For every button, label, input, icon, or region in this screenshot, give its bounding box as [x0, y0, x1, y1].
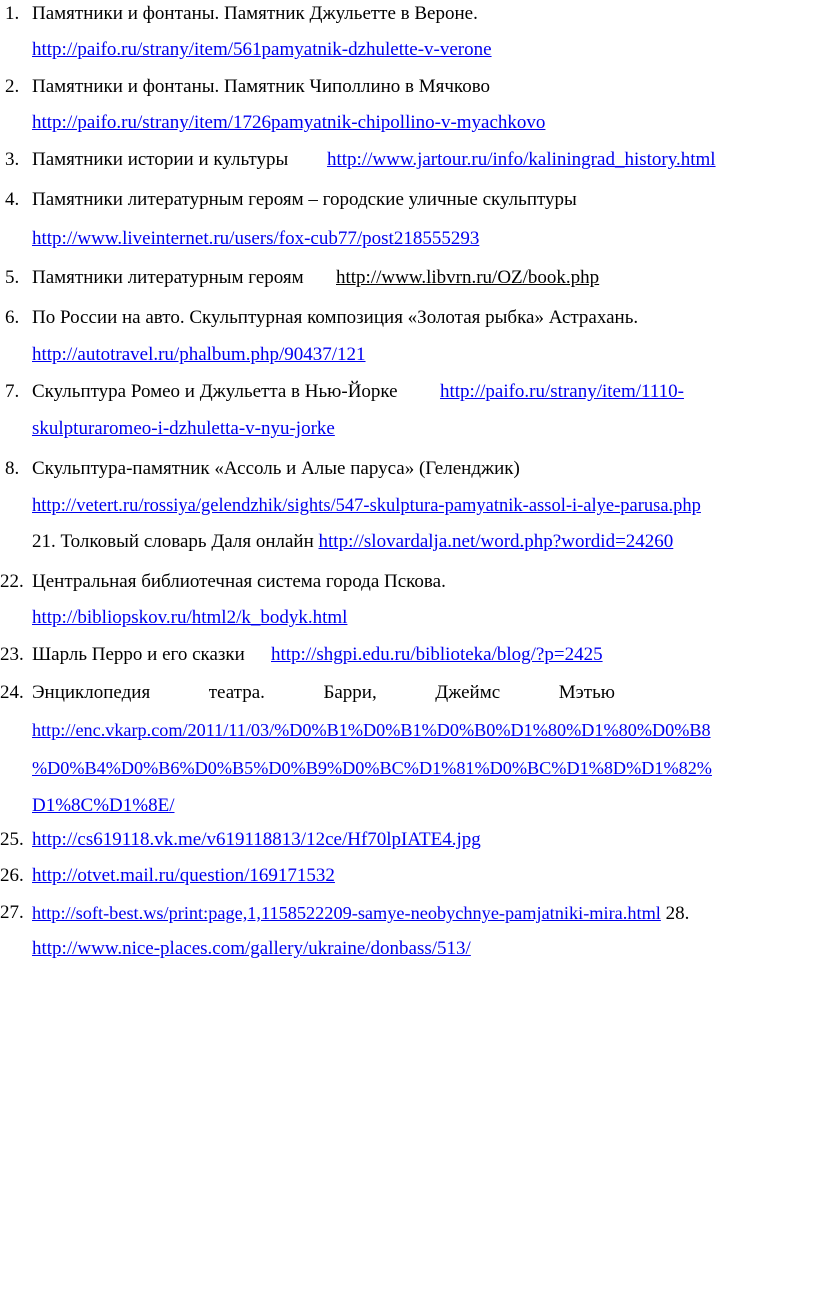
entry-number: 21.: [32, 531, 56, 552]
entry-title-word: Мэтью: [558, 682, 615, 703]
entry-title: Центральная библиотечная система города Пскова.: [32, 571, 446, 592]
entry-title-word: Джеймс: [435, 682, 501, 703]
entry-title: Памятники литературным героям: [32, 267, 304, 288]
entry-title: По России на авто. Скульптурная композиция «Золотая рыбка» Астрахань.: [32, 307, 639, 328]
entry-number: 24.: [0, 682, 24, 703]
entry-link[interactable]: http://cs619118.vk.me/v619118813/12ce/Hf70lpIATE4.jpg: [32, 829, 481, 850]
entry-link[interactable]: http://enc.vkarp.com/2011/11/03/%D0%B1%D0%B1%D0%B0%D1%80%D1%80%D0%B8: [32, 720, 711, 740]
entry-number: 25.: [0, 829, 24, 850]
entry-link-continued[interactable]: %D0%B4%D0%B6%D0%B5%D0%B9%D0%BC%D1%81%D0%BC%D1%8D%D1%82%: [32, 758, 712, 778]
entry-title-justified: [32, 681, 615, 705]
entry-link-continued[interactable]: skulpturaromeo-i-dzhuletta-v-nyu-jorke: [32, 418, 335, 439]
entry-link[interactable]: http://autotravel.ru/phalbum.php/90437/121: [32, 344, 366, 365]
entry-4-link-line: [32, 227, 479, 251]
entry-link[interactable]: http://paifo.ru/strany/item/1110-: [440, 381, 684, 402]
entry-link[interactable]: http://paifo.ru/strany/item/1726pamyatnik-chipollino-v-myachkovo: [32, 112, 546, 133]
entry-8-link-line: [32, 494, 701, 518]
entry-title: Скульптура Ромео и Джульетта в Нью-Йорке: [32, 381, 398, 402]
entry-link[interactable]: http://vetert.ru/rossiya/gelendzhik/sights/547-skulptura-pamyatnik-assol-i-alye-parusa.php: [32, 496, 701, 516]
entry-link[interactable]: http://otvet.mail.ru/question/169171532: [32, 865, 335, 886]
entry-title: Памятники и фонтаны. Памятник Джульетте в Вероне.: [32, 3, 478, 24]
entry-number: 6.: [5, 307, 20, 328]
entry-link[interactable]: http://soft-best.ws/print:page,1,1158522209-samye-neobychnye-pamjatniki-mira.html: [32, 903, 661, 923]
entry-title: Памятники и фонтаны. Памятник Чиполлино в Мячково: [32, 76, 491, 97]
entry-title: Толковый словарь Даля онлайн: [60, 531, 314, 552]
entry-link[interactable]: http://slovardalja.net/word.php?wordid=24260: [318, 531, 674, 552]
entry-number: 23.: [0, 644, 24, 665]
entry-title-word: Барри,: [323, 682, 377, 703]
entry-number-inline: 28.: [665, 903, 690, 924]
entry-28-link-line: [32, 937, 471, 961]
entry-24-link-line-1: [32, 718, 711, 742]
entry-title: Памятники истории и культуры: [32, 149, 289, 170]
entry-24-link-line-2: [32, 756, 712, 780]
entry-number: 22.: [0, 571, 24, 592]
entry-24-link-line-3: [32, 794, 174, 818]
entry-title: Шарль Перро и его сказки: [32, 644, 245, 665]
entry-link-continued[interactable]: D1%8C%D1%8E/: [32, 795, 175, 816]
entry-number: 27.: [0, 902, 24, 923]
entry-title-word: Энциклопедия: [32, 682, 151, 703]
entry-2-link-line: [32, 111, 545, 135]
entry-title: Памятники литературным героям – городские уличные скульптуры: [32, 189, 577, 210]
entry-22-link-line: [32, 606, 347, 630]
entry-7-link-line: [32, 417, 335, 441]
entry-link[interactable]: http://www.jartour.ru/info/kaliningrad_history.html: [327, 149, 716, 170]
entry-number: 26.: [0, 865, 24, 886]
entry-link[interactable]: http://shgpi.edu.ru/biblioteka/blog/?p=2425: [271, 644, 603, 665]
entry-number: 5.: [5, 267, 20, 288]
entry-title-word: театра.: [208, 682, 265, 703]
entry-6-link-line: [32, 343, 366, 367]
entry-link[interactable]: http://www.nice-places.com/gallery/ukraine/donbass/513/: [32, 938, 471, 959]
entry-link[interactable]: http://bibliopskov.ru/html2/k_bodyk.html: [32, 607, 348, 628]
entry-number: 4.: [5, 189, 20, 210]
entry-number: 1.: [5, 3, 20, 24]
entry-number: 8.: [5, 458, 20, 479]
entry-number: 2.: [5, 76, 20, 97]
entry-number: 3.: [5, 149, 20, 170]
entry-title: Скульптура-памятник «Ассоль и Алые паруса» (Геленджик): [32, 458, 520, 479]
entry-1-link-line: [32, 38, 492, 62]
entry-link[interactable]: http://www.liveinternet.ru/users/fox-cub77/post218555293: [32, 228, 480, 249]
entry-21: [32, 530, 673, 554]
entry-link[interactable]: http://www.libvrn.ru/OZ/book.php: [336, 267, 600, 288]
entry-link[interactable]: http://paifo.ru/strany/item/561pamyatnik-dzhulette-v-verone: [32, 39, 492, 60]
entry-number: 7.: [5, 381, 20, 402]
